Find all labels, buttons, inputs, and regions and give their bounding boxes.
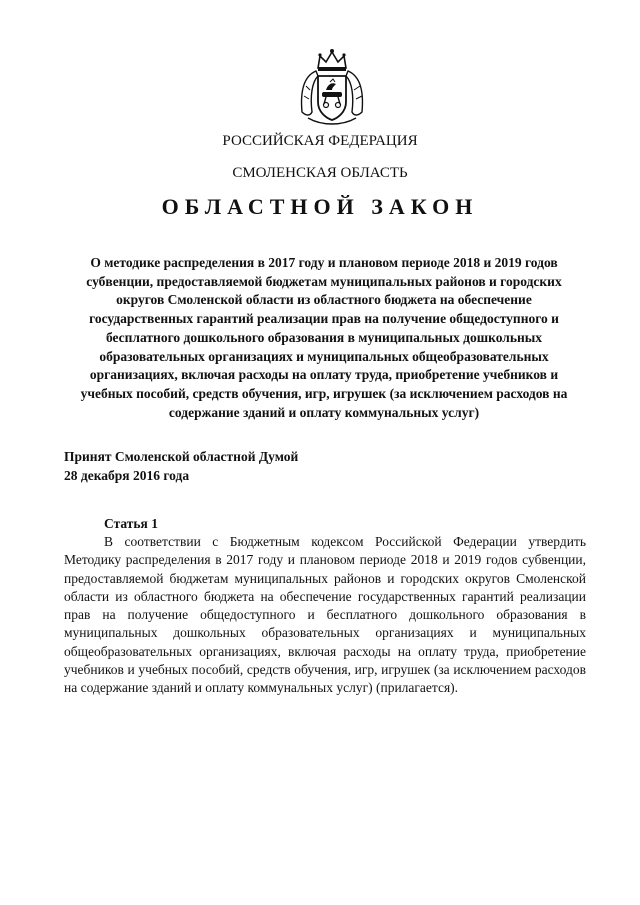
adoption-info xyxy=(64,447,298,485)
country-heading: РОССИЙСКАЯ ФЕДЕРАЦИЯ xyxy=(222,133,418,149)
article-text: В соответствии с Бюджетным кодексом Российской Федерации утвердить Методику распределения в 2017 году и плановом периоде 2018 и 2019 годов субвенции, предоставляемой бюджетам муниципальных районов и городских округов Смоленской области из областного бюджета на обеспечение государственных гарантий реализации прав на получение общедоступного и бесплатного дошкольного образования в муниципальных дошкольных образовательных организациях и муниципальных общеобразовательных организациях, включая расходы на оплату труда, приобретение учебников и учебных пособий, средств обучения, игр, игрушек (за исключением расходов на содержание зданий и оплату коммунальных услуг) (прилагается). xyxy=(64,534,586,696)
coat-of-arms-icon xyxy=(296,46,368,128)
adoption-body: Принят Смоленской областной Думой xyxy=(64,449,299,464)
law-subject-title: О методике распределения в 2017 году и плановом периоде 2018 и 2019 годов субвенции, предоставляемой бюджетам муниципальных районов и городских округов Смоленской области из областного бюджета на обеспечение государственных гарантий реализации прав на получение общедоступного и бесплатного дошкольного образования в муниципальных дошкольных образовательных организациях и муниципальных общеобразовательных организациях, включая расходы на оплату труда, приобретение учебников и учебных пособий, средств обучения, игр, игрушек (за исключением расходов на содержание зданий и оплату коммунальных услуг) xyxy=(80,255,568,420)
adoption-date: 28 декабря 2016 года xyxy=(64,468,190,483)
region-heading: СМОЛЕНСКАЯ ОБЛАСТЬ xyxy=(232,165,408,181)
document-type-title: ОБЛАСТНОЙ ЗАКОН xyxy=(161,194,479,219)
article-title: Статья 1 xyxy=(104,516,158,531)
